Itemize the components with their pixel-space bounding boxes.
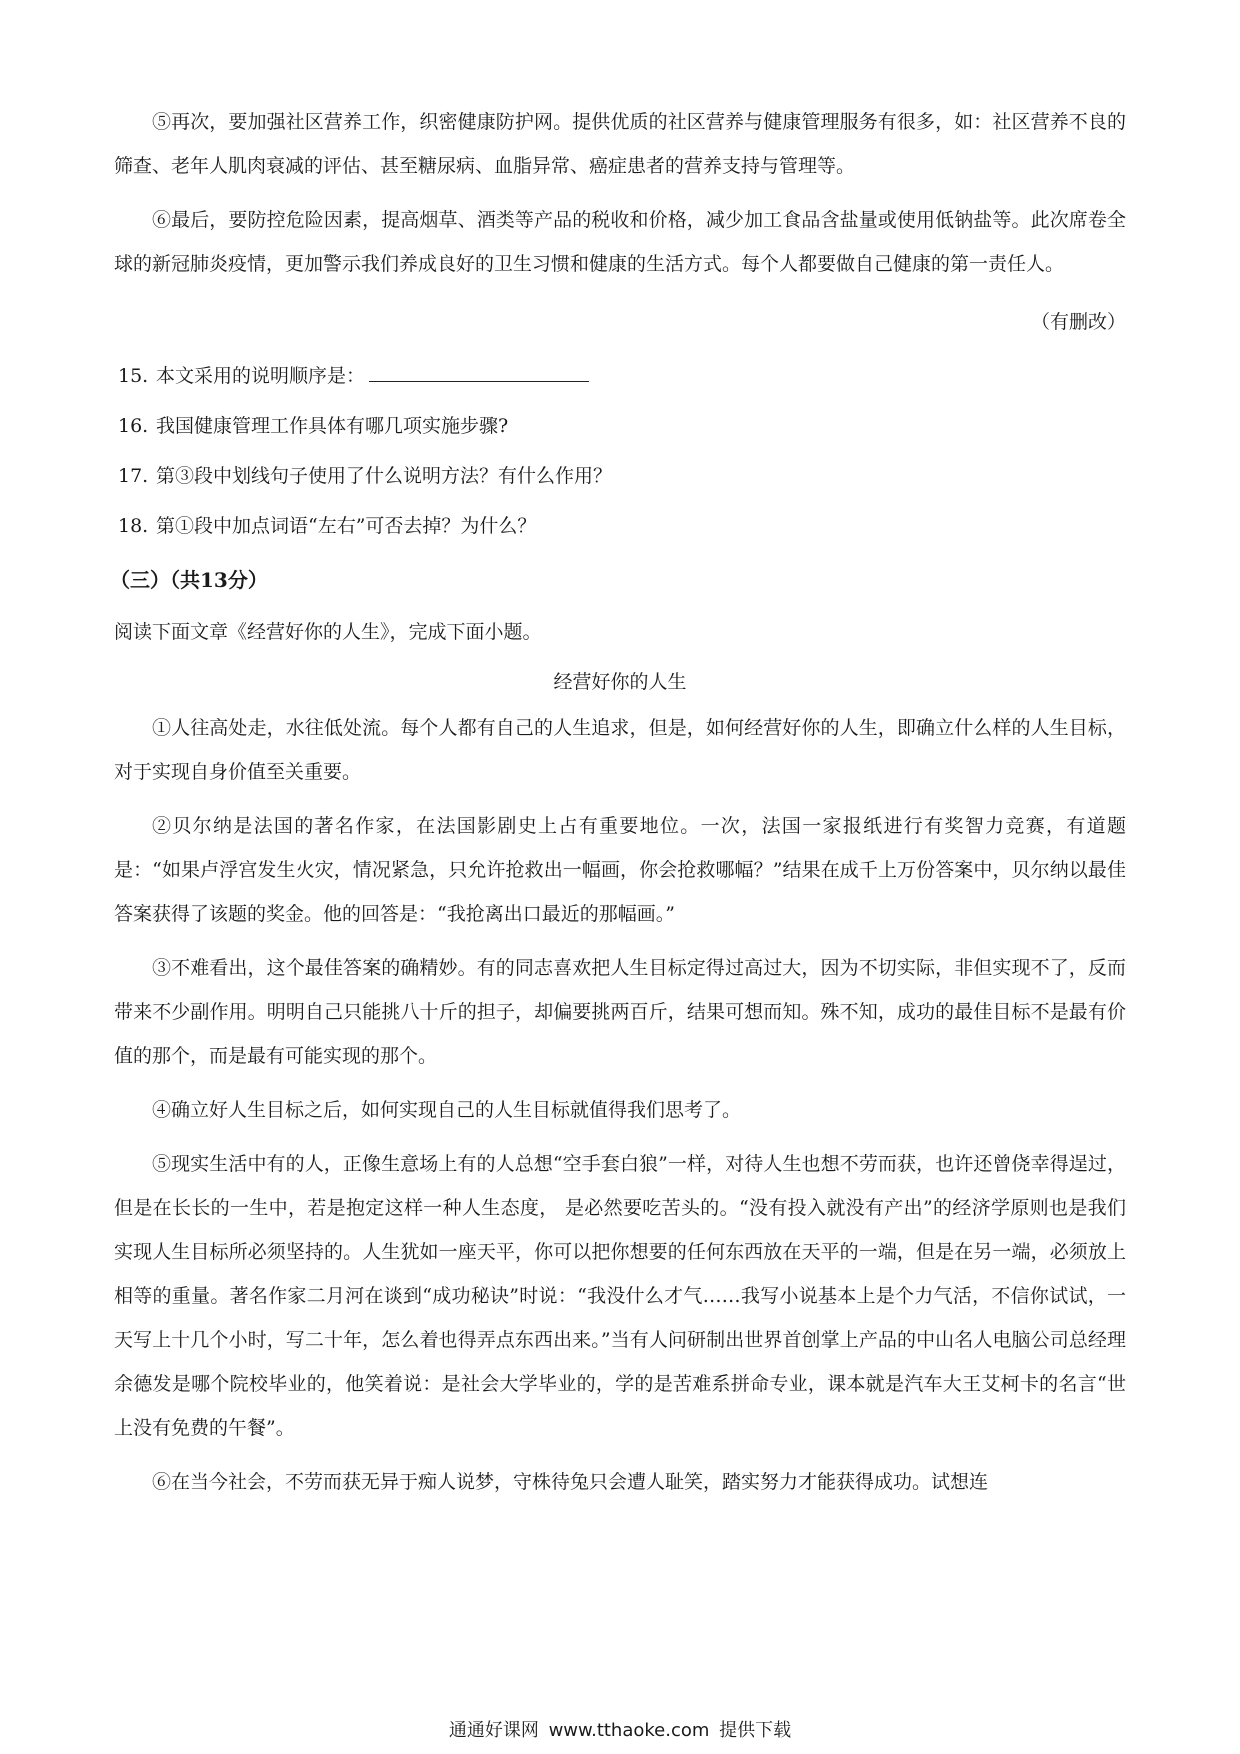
question-number: 15. [118,365,149,387]
section-instruction: 阅读下面文章《经营好你的人生》，完成下面小题。 [114,621,542,643]
page-footer [0,1716,1240,1742]
article-paragraph: ②贝尔纳是法国的著名作家，在法国影剧史上占有重要地位。一次，法国一家报纸进行有奖智力竞赛，有道题是：“如果卢浮宫发生火灾，情况紧急，只允许抢救出一幅画，你会抢救哪幅？”结果在成千上万份答案中，贝尔纳以最佳答案获得了该题的奖金。他的回答是：“我抢离出口最近的那幅画。” [114,815,1126,925]
question-18 [118,504,1126,548]
question-15 [118,354,1126,398]
question-number: 17. [118,465,149,487]
footer-suffix: 提供下载 [719,1720,792,1741]
section-heading: （三）（共13分） [110,568,268,592]
question-16 [118,404,1126,448]
article-title: 经营好你的人生 [553,671,687,693]
article-paragraph: ④确立好人生目标之后，如何实现自己的人生目标就值得我们思考了。 [152,1099,742,1121]
question-number: 18. [118,515,149,537]
edit-note: （有删改） [1030,311,1126,333]
question-text: 我国健康管理工作具体有哪几项实施步骤? [156,415,509,437]
question-17 [118,454,1126,498]
answer-blank[interactable] [369,359,589,382]
footer-site-name: 通通好课网 [448,1720,539,1741]
page-content [110,100,1126,1504]
question-text: 第①段中加点词语“左右”可否去掉？为什么？ [156,515,537,537]
article-paragraph: ①人往高处走，水往低处流。每个人都有自己的人生追求，但是，如何经营好你的人生，即确立什么样的人生目标，对于实现自身价值至关重要。 [114,717,1126,783]
question-text: 第③段中划线句子使用了什么说明方法？有什么作用？ [156,465,613,487]
question-text: 本文采用的说明顺序是： [156,365,366,387]
article-paragraph: ⑥在当今社会，不劳而获无异于痴人说梦，守株待兔只会遭人耻笑，踏实努力才能获得成功。试想连 [152,1471,989,1493]
body-paragraph: ⑥最后，要防控危险因素，提高烟草、酒类等产品的税收和价格，减少加工食品含盐量或使用低钠盐等。此次席卷全球的新冠肺炎疫情，更加警示我们养成良好的卫生习惯和健康的生活方式。每个人都要做自己健康的第一责任人。 [114,209,1126,275]
footer-url[interactable]: www.tthaoke.com [548,1720,710,1741]
article-paragraph: ③不难看出，这个最佳答案的确精妙。有的同志喜欢把人生目标定得过高过大，因为不切实际，非但实现不了，反而带来不少副作用。明明自己只能挑八十斤的担子，却偏要挑两百斤，结果可想而知。殊不知，成功的最佳目标不是最有价值的那个，而是最有可能实现的那个。 [114,957,1126,1067]
article-paragraph: ⑤现实生活中有的人，正像生意场上有的人总想“空手套白狼”一样，对待人生也想不劳而获，也许还曾侥幸得逞过，但是在长长的一生中，若是抱定这样一种人生态度， 是必然要吃苦头的。“没有投入就没有产出”的经济学原则也是我们实现人生目标所必须坚持的。人生犹如一座天平，你可以把你想要的任何东西放在天平的一端，但是在另一端，必须放上相等的重量。著名作家二月河在谈到“成功秘诀”时说：“我没什么才气……我写小说基本上是个力气活，不信你试试，一天写上十几个小时，写二十年，怎么着也得弄点东西出来。”当有人问研制出世界首创掌上产品的中山名人电脑公司总经理余德发是哪个院校毕业的，他笑着说：是社会大学毕业的，学的是苦难系拼命专业，课本就是汽车大王艾柯卡的名言“世上没有免费的午餐”。 [114,1153,1126,1439]
body-paragraph: ⑤再次，要加强社区营养工作，织密健康防护网。提供优质的社区营养与健康管理服务有很多，如：社区营养不良的筛查、老年人肌肉衰减的评估、甚至糖尿病、血脂异常、癌症患者的营养支持与管理等。 [114,111,1126,177]
question-number: 16. [118,415,149,437]
